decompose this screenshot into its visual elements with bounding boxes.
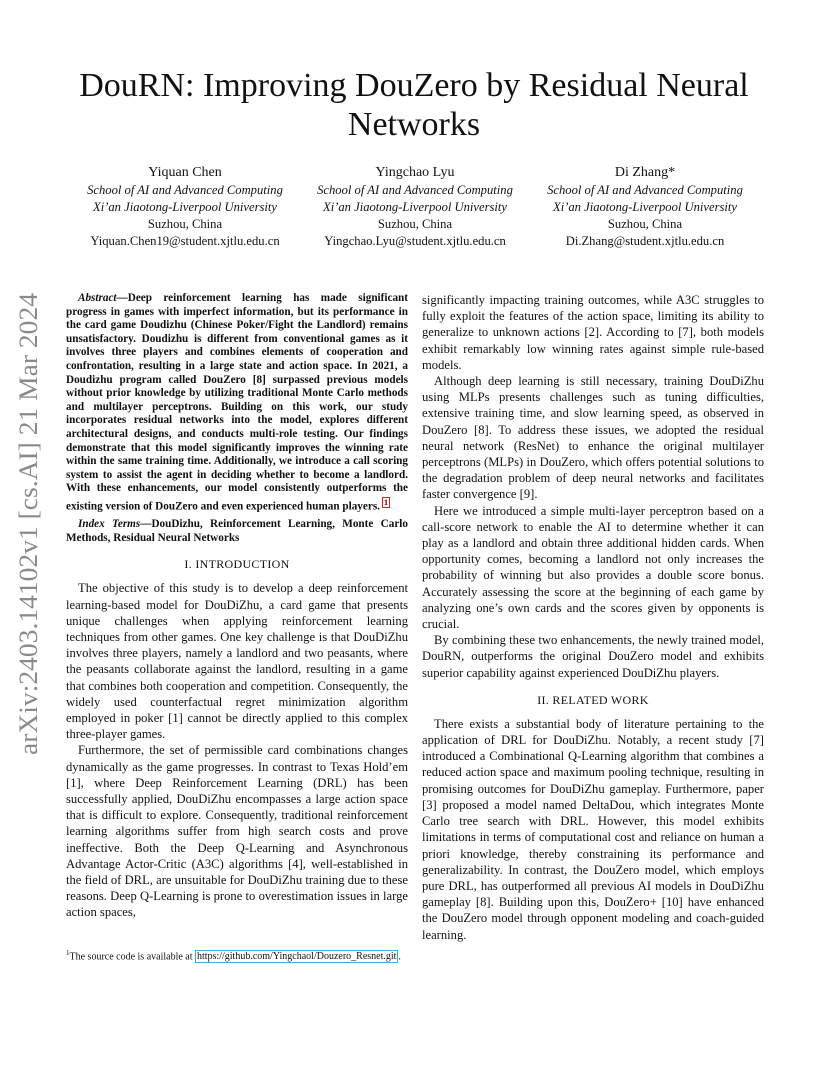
author-affiliation: School of AI and Advanced Computing bbox=[317, 183, 513, 197]
footnote bbox=[66, 947, 408, 963]
index-terms-text: —DouDizhu, Reinforcement Learning, Monte Carlo Methods, Residual Neural Networks bbox=[66, 518, 408, 544]
author-block bbox=[70, 163, 760, 250]
intro-paragraph: By combining these two enhancements, the newly trained model, DouRN, outperforms the original DouZero model and exhibits superior capability against experienced DouDiZhu players. bbox=[422, 633, 764, 680]
author-name: Di Zhang* bbox=[614, 165, 676, 180]
paper-title: DouRN: Improving DouZero by Residual Neural Networks bbox=[79, 67, 749, 143]
author-email[interactable]: Yiquan.Chen19@student.xjtlu.edu.cn bbox=[90, 234, 280, 248]
intro-paragraph: Here we introduced a simple multi-layer perceptron based on a call-score network to enable the AI to determine whether it can play as a landlord and obtain three additional hidden cards. When opportunity comes, becoming a landlord not only increases the probability of winning but also provides a double score bonus. Accurately assessing the score at the beginning of each game by analyzing one’s own cards and the scores given by opponents is crucial. bbox=[422, 503, 764, 632]
author-affiliation: School of AI and Advanced Computing bbox=[87, 183, 283, 197]
author-location: Suzhou, China bbox=[607, 217, 683, 231]
author-affiliation: School of AI and Advanced Computing bbox=[547, 183, 743, 197]
author-email[interactable]: Di.Zhang@student.xjtlu.edu.cn bbox=[565, 234, 725, 248]
intro-paragraph: Furthermore, the set of permissible card combinations changes dynamically as the game progresses. In contrast to Texas Hold’em [1], where Deep Reinforcement Learning (DRL) has been successfully applied, DouDiZhu encompasses a large action space that is difficult to explore. Consequently, traditional reinforcement learning algorithms suffer from high search costs and prove ineffective. Both the Deep Q-Learning and Asynchronous Advantage Actor-Critic (A3C) algorithms [4], well-established in the field of DRL, are unsuitable for DouDiZhu training due to these reasons. Deep Q-Learning is prone to overestimation issues in large action spaces, bbox=[66, 743, 408, 920]
abstract-label: Abstract bbox=[78, 292, 117, 304]
intro-paragraph: The objective of this study is to develop a deep reinforcement learning-based model for DouDiZhu, a card game that presents unique challenges when applying reinforcement learning techniques from other games. One key challenge is that DouDiZhu involves three players, namely a landlord and two peasants, where the peasants collaborate against the landlord, resulting in a game that combines both cooperation and competition. Consequently, the widely used counterfactual regret minimization algorithm employed in poker [1] cannot be directly applied to this complex three-player games. bbox=[66, 581, 408, 742]
author-3 bbox=[530, 163, 760, 250]
section-heading-related-work: II. RELATED WORK bbox=[537, 692, 649, 707]
abstract bbox=[66, 292, 408, 514]
author-2 bbox=[300, 163, 530, 250]
author-university: Xi’an Jiaotong-Liverpool University bbox=[553, 200, 737, 214]
index-terms bbox=[66, 518, 408, 545]
intro-paragraph: Although deep learning is still necessary, training DouDiZhu using MLPs presents challenges such as tuning difficulties, extensive training time, and slow learning speed, as observed in DouZero [8]. To address these issues, we adopted the residual neural network (ResNet) to enhance the original multilayer perceptrons (MLPs) in DouZero, which offers potential solutions to the degradation problem of deep neural networks and facilitates faster convergence [9]. bbox=[422, 374, 764, 502]
index-terms-label: Index Terms bbox=[78, 518, 141, 531]
footnote-mark: 1 bbox=[66, 949, 70, 957]
author-email[interactable]: Yingchao.Lyu@student.xjtlu.edu.cn bbox=[324, 234, 506, 248]
related-work-paragraph: There exists a substantial body of literature pertaining to the application of DRL for DouDiZhu. Notably, a recent study [7] introduced a Combinational Q-Learning algorithm that combines a reduced action space and maximum pooling technique, resulting in promising outcomes for DouDiZhu gameplay. Furthermore, paper [3] proposed a model named DeltaDou, which integrates Monte Carlo tree search with DRL. However, this model exhibits limitations in terms of computational cost and reliance on human a priori knowledge, thereby constraining its performance and generalizability. In contrast, the DouZero model, which employs pure DRL, has outperformed all previous AI models in DouDiZhu gameplay [8]. Building upon this, DouZero+ [10] have enhanced the DouZero model through opponent modeling and coach-guided learning. bbox=[422, 716, 764, 942]
arxiv-id: arXiv:2403.14102v1 [cs.AI] 21 Mar 2024 bbox=[14, 318, 43, 755]
arxiv-watermark-svg bbox=[2, 290, 72, 760]
author-1 bbox=[70, 163, 300, 250]
author-name: Yiquan Chen bbox=[148, 165, 222, 180]
abstract-text: —Deep reinforcement learning has made significant progress in games with imperfect information, but its performance in the card game Doudizhu (Chinese Poker/Fight the Landlord) remains unsatisfactory. Doudizhu is different from conventional games as it involves three players and combines elements of cooperation and confrontation, resulting in a large state and action space. In 2021, a Doudizhu program called DouZero [8] surpassed previous models without prior knowledge by utilizing traditional Monte Carlo methods and multilayer perceptrons. Building on this work, our study incorporates residual networks into the model, explores different architectural designs, and conducts multi-role testing. Our findings demonstrate that this model significantly improves the winning rate within the same training time. Additionally, we introduce a call scoring system to assist the agent in deciding whether to become a landlord. With these enhancements, our model consistently outperforms the existing version of DouZero and even experienced human players. bbox=[66, 292, 408, 513]
right-column bbox=[422, 292, 764, 943]
author-university: Xi’an Jiaotong-Liverpool University bbox=[323, 200, 507, 214]
footnote-tail: . bbox=[398, 951, 401, 963]
author-location: Suzhou, China bbox=[147, 217, 223, 231]
intro-paragraph: significantly impacting training outcomes, while A3C struggles to fully exploit the features of the action space, limiting its ability to generalize to unknown actions [2]. According to [7], both models exhibit remarkably low winning rates against simple rule-based models. bbox=[422, 293, 764, 372]
author-name: Yingchao Lyu bbox=[375, 165, 455, 180]
footnote-text: The source code is available at bbox=[69, 951, 195, 963]
source-code-link[interactable]: https://github.com/Yingchaol/Douzero_Resnet.git bbox=[197, 951, 397, 963]
footnote-link[interactable]: 1 bbox=[383, 497, 388, 507]
left-column bbox=[66, 292, 408, 921]
author-university: Xi’an Jiaotong-Liverpool University bbox=[93, 200, 277, 214]
author-location: Suzhou, China bbox=[377, 217, 453, 231]
arxiv-watermark bbox=[2, 290, 72, 760]
section-heading-introduction: I. INTRODUCTION bbox=[184, 557, 290, 572]
